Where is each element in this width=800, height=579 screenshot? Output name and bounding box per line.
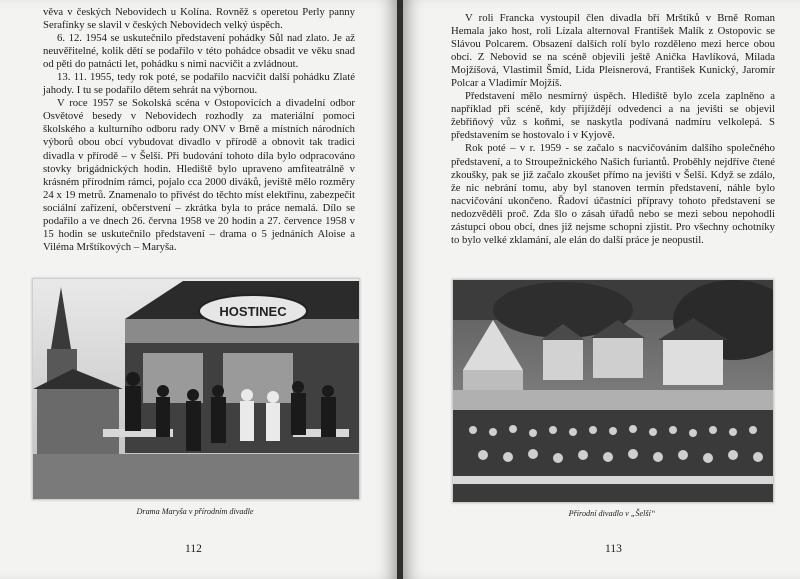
left-paragraph: V roce 1957 se Sokolská scéna v Ostopovicích a divadelní odbor Osvětové besedy v Nebovidech rozhodly za materiální pomoci školského a kulturního odboru rady ONV v Brně a místních národních výborů obou obcí vybudovat divadlo v přírodě a obnovit tak tradici divadla v přírodě – v Šelší. Při budování tohoto díla bylo odpracováno stovky brigádnických hodin. Hlediště bylo upraveno amfiteatrálně v krásném přírodním rámci, pojalo cca 2000 diváků, jeviště mělo rozměry 24 x 19 metrů. Znamenalo to přivést do těchto míst elektřinu, zabezpečit sociální zařízení, občerstvení – zkrátka byla to práce nemalá. Dílo se podařilo a ve dnech 26. června 1958 ve 20 hodin a 27. července 1958 v 15 hodin se uskutečnilo představení – drama o 5 jednáních Aloise a Viléma Mrštíkových – Maryša. [43, 97, 355, 253]
left-page-text [43, 6, 355, 254]
audience-theatre-photo-illustration [453, 280, 773, 502]
inn-sign: HOSTINEC [219, 304, 287, 319]
left-paragraph: 13. 11. 1955, tedy rok poté, se podařilo nacvičit další pohádku Zlaté jahody. I tu se podařilo dětem sehrát na výbornou. [43, 71, 355, 97]
right-page-text [451, 12, 775, 247]
page-number-left: 112 [185, 543, 202, 555]
left-photo-caption: Drama Maryša v přírodním divadle [136, 507, 254, 516]
open-air-theatre-photo [452, 279, 774, 503]
left-paragraph: věva v českých Nebovidech u Kolína. Rovněž s operetou Perly panny Serafínky se slavil v českých Nebovidech velký úspěch. [43, 6, 355, 32]
left-page [0, 0, 397, 579]
outdoor-stage-photo-illustration [33, 279, 359, 499]
right-paragraph: Představení mělo nesmírný úspěch. Hlediště bylo zcela zaplněno a například při scéně, kdy přijíždějí odvedenci a na jevišti se objevil žebřiňový vůz s koňmi, se naskytla podívaná nadmíru velkolepá. S představením se hostovalo i v Kyjově. [451, 90, 775, 142]
left-paragraph: 6. 12. 1954 se uskutečnilo představení pohádky Sůl nad zlato. Je až neuvěřitelné, kolik dětí se podařilo v této pohádce obsadit ve věku snad od pěti do patnácti let, pohádku s nimi nacvičit a zvládnout. [43, 32, 355, 71]
right-paragraph: Rok poté – v r. 1959 - se začalo s nacvičováním dalšího společného představení, a to Stroupežnického Našich furiantů. Proběhly nejdříve čtené zkoušky, pak se již začalo zkoušet přímo na jevišti v Šelší. Když se zdálo, že nic nebrání tomu, aby byl stanoven termín představení, náhle bylo nacvičování ukončeno. Řadoví účastníci přípravy tohoto představení se nedozvěděli proč. Zda šlo o zásah úřadů nebo se mezi sebou nepohodli zástupci obou obcí, dnes již nejsme schopni zjistit. Pro všechny ochotníky to bylo velké zklamání, ale elán do další práce je neopustil. [451, 142, 775, 246]
page-number-right: 113 [605, 543, 622, 555]
right-photo-caption: Přírodní divadlo v „Šelší“ [568, 509, 656, 518]
right-paragraph: V roli Francka vystoupil člen divadla bří Mrštíků v Brně Roman Hemala jako host, roli Lízala alternoval František Malík z Ostopovic se Slávou Polcarem. Obsazení dalších rolí bylo rozděleno mezi herce obou obcí. Z Nebovid se na scéně objevili ještě Anička Havlíková, Milada Mojžíšová, Vlastimil Šmíd, Lída Pleisnerová, František Kunický, Jaromír Polcar a Vladimír Mojžíš. [451, 12, 775, 90]
maryša-performance-photo [32, 278, 360, 500]
